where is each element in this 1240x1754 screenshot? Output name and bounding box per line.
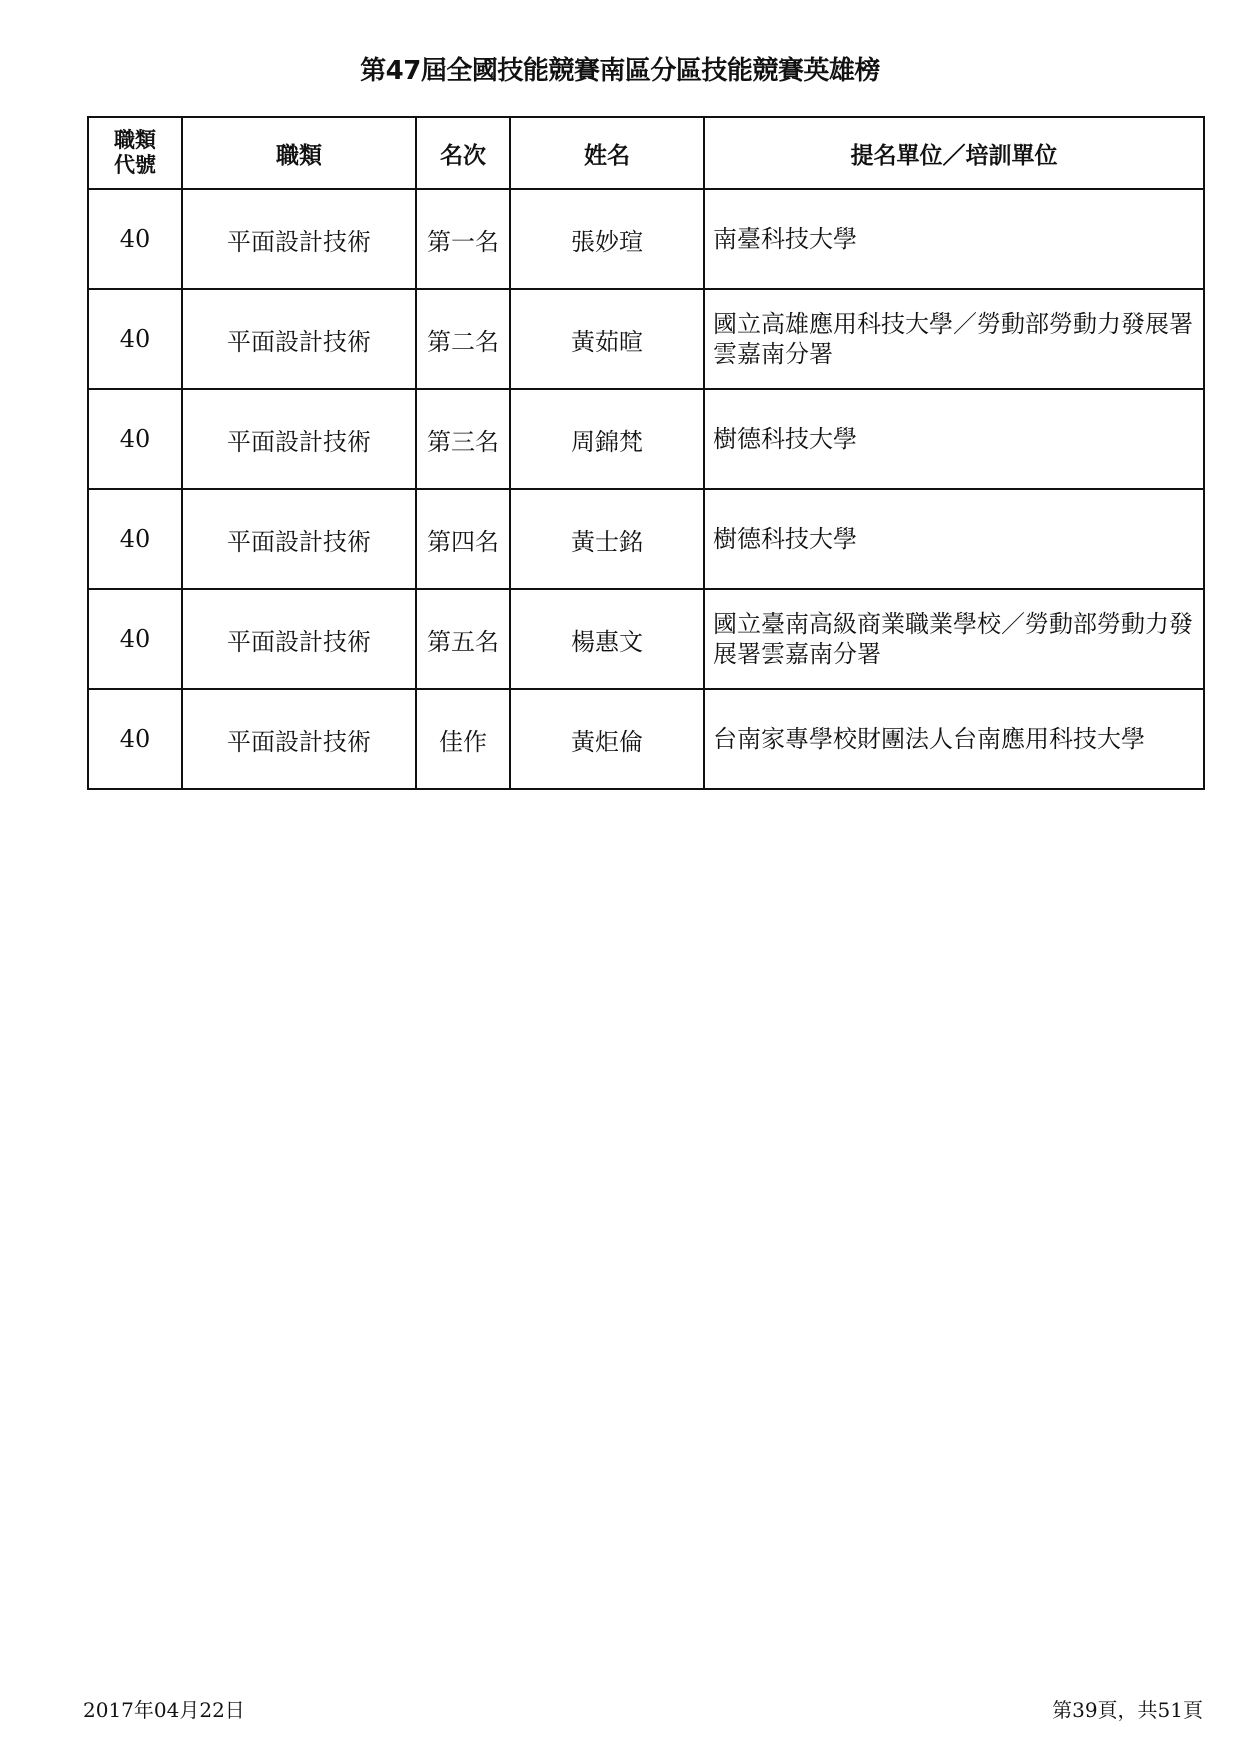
header-trade: 職類 <box>182 117 416 189</box>
cell-rank: 第五名 <box>416 589 510 689</box>
page-title: 第47屆全國技能競賽南區分區技能競賽英雄榜 <box>360 56 880 86</box>
cell-code: 40 <box>88 489 182 589</box>
cell-trade: 平面設計技術 <box>182 589 416 689</box>
cell-unit: 台南家專學校財團法人台南應用科技大學 <box>704 689 1204 789</box>
cell-trade: 平面設計技術 <box>182 689 416 789</box>
cell-name: 張妙瑄 <box>510 189 704 289</box>
cell-name: 黃炬倫 <box>510 689 704 789</box>
table-row <box>88 389 1204 489</box>
results-table <box>87 116 1205 790</box>
footer-page-number: 第39頁，共51頁 <box>1052 1698 1203 1722</box>
table-row <box>88 589 1204 689</box>
cell-rank: 第四名 <box>416 489 510 589</box>
cell-trade: 平面設計技術 <box>182 289 416 389</box>
cell-name: 周錦梵 <box>510 389 704 489</box>
cell-rank: 第一名 <box>416 189 510 289</box>
table-row <box>88 689 1204 789</box>
table-row <box>88 189 1204 289</box>
cell-unit: 南臺科技大學 <box>704 189 1204 289</box>
header-code-line1: 職類 <box>114 128 156 152</box>
cell-code: 40 <box>88 289 182 389</box>
cell-trade: 平面設計技術 <box>182 189 416 289</box>
cell-unit: 樹德科技大學 <box>704 489 1204 589</box>
cell-unit: 樹德科技大學 <box>704 389 1204 489</box>
cell-unit: 國立臺南高級商業職業學校／勞動部勞動力發展署雲嘉南分署 <box>704 589 1204 689</box>
cell-rank: 佳作 <box>416 689 510 789</box>
cell-rank: 第三名 <box>416 389 510 489</box>
cell-code: 40 <box>88 189 182 289</box>
header-unit: 提名單位／培訓單位 <box>704 117 1204 189</box>
footer-date: 2017年04月22日 <box>83 1698 245 1722</box>
cell-unit: 國立高雄應用科技大學／勞動部勞動力發展署雲嘉南分署 <box>704 289 1204 389</box>
table-row <box>88 289 1204 389</box>
header-code <box>88 117 182 189</box>
cell-trade: 平面設計技術 <box>182 389 416 489</box>
table-header-row <box>88 117 1204 189</box>
cell-name: 楊惠文 <box>510 589 704 689</box>
table-row <box>88 489 1204 589</box>
cell-code: 40 <box>88 689 182 789</box>
cell-code: 40 <box>88 389 182 489</box>
header-rank: 名次 <box>416 117 510 189</box>
cell-name: 黃茹暄 <box>510 289 704 389</box>
cell-trade: 平面設計技術 <box>182 489 416 589</box>
cell-code: 40 <box>88 589 182 689</box>
cell-name: 黃士銘 <box>510 489 704 589</box>
header-code-line2: 代號 <box>114 153 156 177</box>
header-name: 姓名 <box>510 117 704 189</box>
cell-rank: 第二名 <box>416 289 510 389</box>
